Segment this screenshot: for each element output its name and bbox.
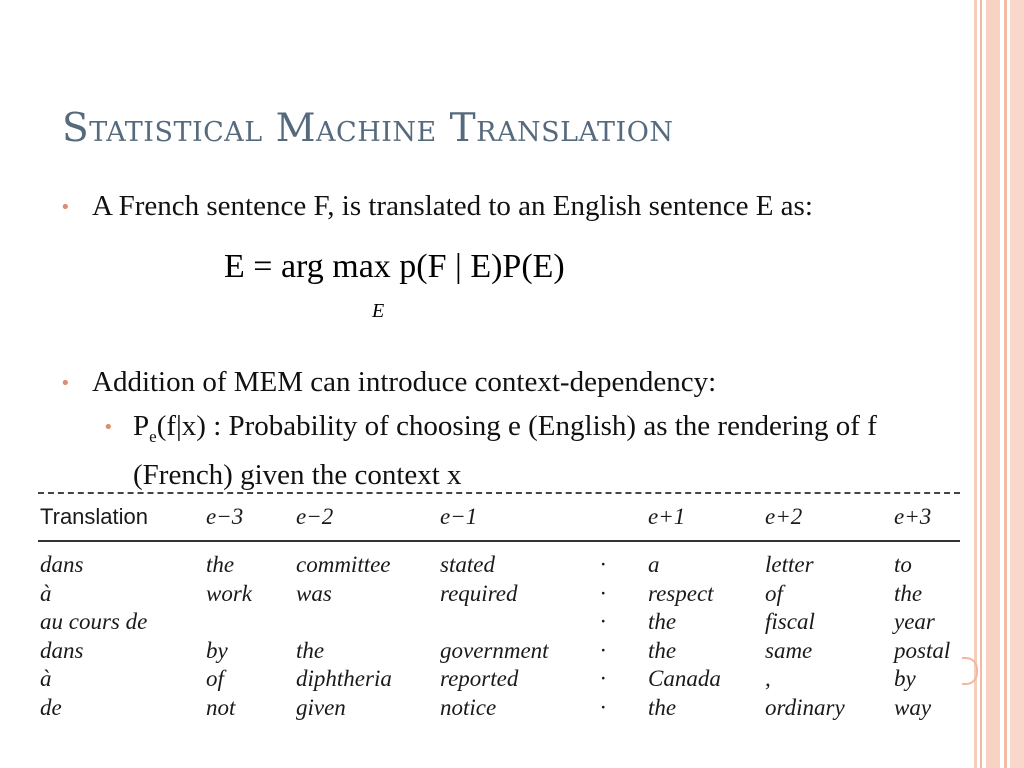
table-cell: year	[894, 609, 935, 634]
table-header-cell: e−1	[440, 504, 478, 529]
table-cell: ·	[600, 666, 606, 691]
table-cell: reported	[440, 666, 519, 691]
table-cell: committee	[296, 552, 391, 577]
table-cell: ·	[600, 609, 606, 634]
prob-subscript: e	[149, 426, 157, 446]
table-cell: of	[765, 580, 783, 606]
table-cell: au cours de	[40, 609, 148, 634]
table-cell: same	[765, 637, 813, 663]
table-cell: was	[296, 580, 332, 606]
table-cell: by	[894, 666, 916, 691]
stripe	[1004, 0, 1007, 768]
table-cell: required	[440, 580, 518, 606]
table-cell: ·	[600, 580, 606, 606]
formula-subscript: E	[372, 300, 385, 322]
stripe	[980, 0, 982, 768]
formula-main: E = arg max p(F | E)P(E)	[224, 248, 565, 285]
table-cell: ,	[765, 666, 771, 691]
table-cell: ·	[600, 637, 606, 663]
table-cell: work	[206, 580, 252, 606]
bullet-dot-icon: •	[60, 197, 71, 218]
table-cell: given	[296, 694, 346, 720]
table-header-rule	[38, 540, 960, 542]
table-cell: letter	[765, 552, 814, 577]
table-cell: dans	[40, 552, 84, 577]
table-header-cell: e−2	[296, 504, 334, 529]
table-cell: diphtheria	[296, 666, 392, 691]
formula	[224, 248, 565, 286]
table-cell: respect	[648, 580, 714, 606]
bullet-french-sentence: A French sentence F, is translated to an English sentence E as:	[92, 190, 813, 222]
stripe	[1010, 0, 1024, 768]
bullet-mem-context: Addition of MEM can introduce context-dependency:	[92, 366, 717, 398]
prob-text: (f|x) : Probability of choosing e (English) as the rendering of f (French) given the context x	[133, 410, 877, 491]
table-header-cell: Translation	[40, 504, 149, 529]
table-cell: ordinary	[765, 694, 845, 720]
table-header-cell: e+3	[894, 504, 932, 529]
table-cell: the	[296, 637, 325, 663]
table-cell: the	[648, 609, 677, 634]
table-top-rule	[38, 492, 960, 494]
table-cell: stated	[440, 552, 495, 577]
table-cell: of	[206, 666, 224, 691]
table-cell: government	[440, 637, 549, 663]
table-cell: ·	[600, 694, 606, 720]
slide-title: Statistical Machine Translation	[62, 106, 674, 151]
stripe	[974, 0, 977, 768]
table-cell: a	[648, 552, 660, 577]
stripe	[986, 0, 1000, 768]
table-cell: the	[894, 580, 923, 606]
bullet-dot-icon: •	[60, 373, 71, 394]
table-cell: ·	[600, 552, 606, 577]
table-header-cell: e+1	[648, 504, 686, 529]
table-cell: the	[648, 637, 677, 663]
table-cell: way	[894, 694, 932, 720]
table-cell: postal	[894, 637, 951, 663]
table-header-cell: e+2	[765, 504, 803, 529]
sub-bullet-dot-icon: •	[103, 417, 114, 438]
table-cell: à	[40, 580, 52, 606]
table-cell: the	[206, 552, 235, 577]
table-header-cell: e−3	[206, 504, 244, 529]
table-cell: de	[40, 694, 62, 720]
table-cell: to	[894, 552, 912, 577]
table-cell: dans	[40, 637, 84, 663]
prob-prefix: P	[133, 410, 150, 442]
sub-bullet-probability	[133, 407, 893, 494]
table-cell: not	[206, 694, 236, 720]
decorative-stripes	[974, 0, 1024, 768]
table-cell: by	[206, 637, 228, 663]
table-cell: Canada	[648, 666, 721, 691]
table-cell: the	[648, 694, 677, 720]
table-cell: à	[40, 666, 52, 691]
table-cell: notice	[440, 694, 497, 720]
table-cell: fiscal	[765, 609, 815, 634]
